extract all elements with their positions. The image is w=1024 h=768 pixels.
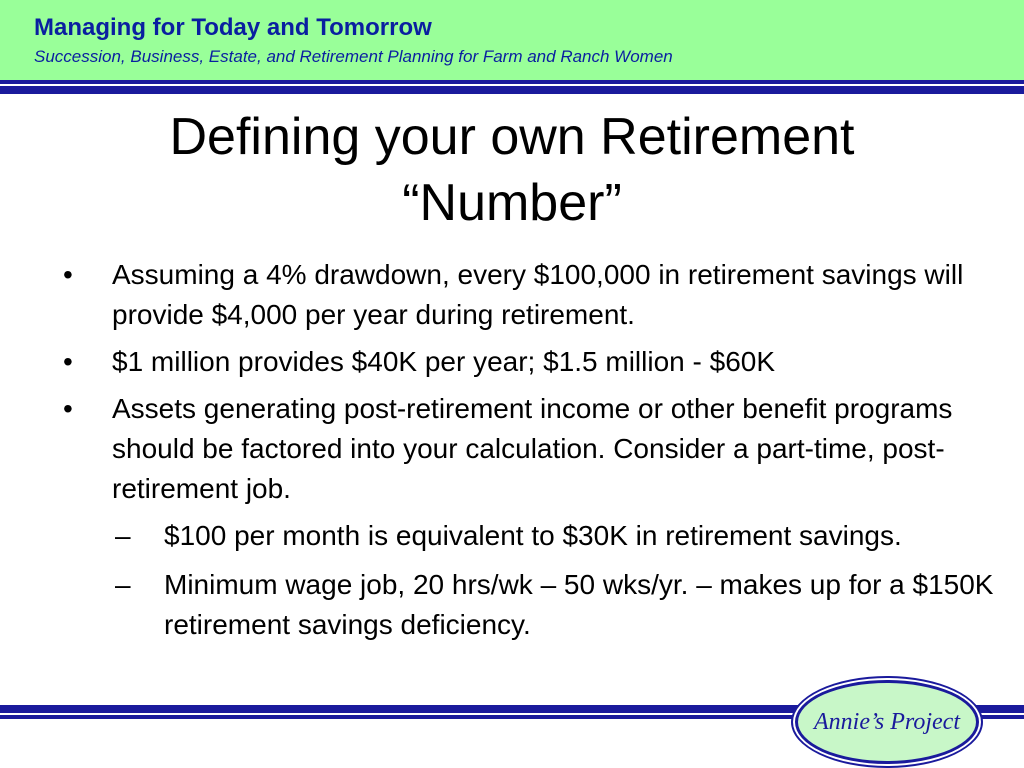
bullet-text: $1 million provides $40K per year; $1.5 million - $60K [112, 346, 776, 377]
slide-title [0, 104, 1024, 236]
sub-bullet-text: $100 per month is equivalent to $30K in retirement savings. [164, 520, 902, 551]
header-subtitle: Succession, Business, Estate, and Retirement Planning for Farm and Ranch Women [34, 47, 673, 66]
sub-bullet-item [0, 565, 994, 645]
sub-bullet-item [0, 516, 994, 556]
bullet-text: Assets generating post-retirement income or other benefit programs should be factored into your calculation. Consider a part-time, post-retirement job. [112, 393, 953, 504]
sub-bullet-marker: – [115, 569, 131, 600]
bullet-marker: • [63, 346, 73, 377]
header-rule-thick [0, 86, 1024, 94]
header-title: Managing for Today and Tomorrow [34, 14, 432, 41]
header-rule-thin [0, 80, 1024, 84]
bullet-item [0, 389, 992, 509]
annies-project-logo [795, 680, 979, 764]
header-banner [0, 0, 1024, 80]
bullet-list [0, 255, 1024, 654]
bullet-marker: • [63, 259, 73, 290]
sub-bullet-text: Minimum wage job, 20 hrs/wk – 50 wks/yr. – makes up for a $150K retirement savings deficiency. [164, 569, 994, 640]
bullet-text: Assuming a 4% drawdown, every $100,000 in retirement savings will provide $4,000 per year during retirement. [112, 259, 964, 330]
bullet-item [0, 342, 992, 382]
slide-title-line1: Defining your own Retirement [169, 108, 855, 166]
slide-title-line2: “Number” [402, 174, 622, 232]
bullet-marker: • [63, 393, 73, 424]
sub-bullet-marker: – [115, 520, 131, 551]
logo-text: Annie’s Project [814, 708, 960, 735]
bullet-item [0, 255, 992, 335]
